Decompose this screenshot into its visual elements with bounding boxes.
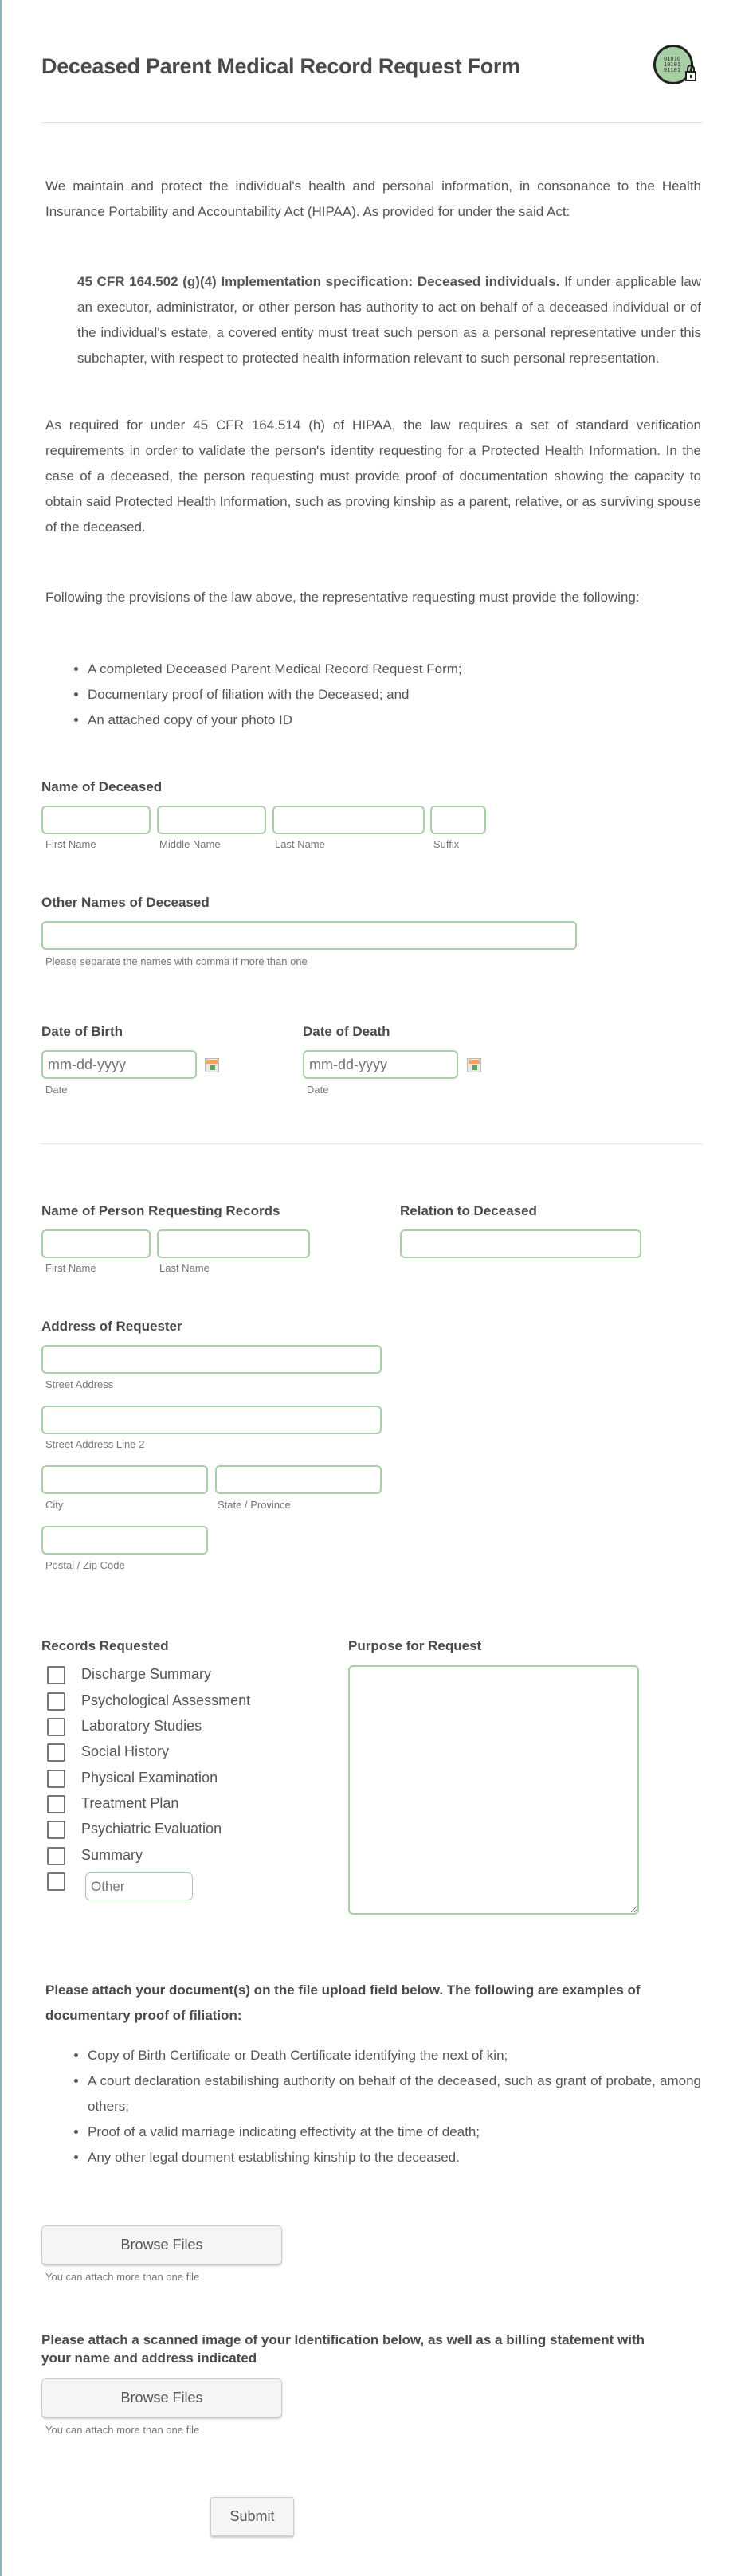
calendar-icon[interactable] — [467, 1058, 481, 1072]
zip-input[interactable] — [41, 1526, 208, 1555]
browse-files-button[interactable]: Browse Files — [41, 2378, 282, 2417]
header-divider — [41, 122, 703, 123]
suffix-sublabel: Suffix — [433, 838, 460, 850]
deceased-name-label: Name of Deceased — [41, 779, 163, 794]
hipaa-quote — [77, 269, 701, 371]
other-names-input[interactable] — [41, 921, 577, 950]
browse-files-button[interactable]: Browse Files — [41, 2225, 282, 2264]
list-item: • Documentary proof of filiation with the Deceased; and — [88, 682, 462, 708]
other-record-input[interactable] — [85, 1872, 193, 1900]
requester-first-name-input[interactable] — [41, 1229, 151, 1258]
list-item: • Any other legal doument establishing kinship to the deceased. — [88, 2145, 701, 2170]
requirements-paragraph: Following the provisions of the law above, the representative requesting must provide the following: — [45, 590, 640, 605]
relation-input[interactable] — [400, 1229, 641, 1258]
records-requested-label: Records Requested — [41, 1638, 169, 1653]
street-address-sublabel: Street Address — [45, 1378, 114, 1390]
checkbox-treatment-plan[interactable] — [47, 1795, 65, 1813]
street-address-input[interactable] — [41, 1345, 382, 1374]
submit-button[interactable]: Submit — [210, 2497, 294, 2536]
list-item: • A court declaration estabilishing authority on behalf of the deceased, such as grant of probate, among others; — [88, 2068, 701, 2119]
deceased-first-name-input[interactable] — [41, 806, 151, 834]
upload-help: You can attach more than one file — [45, 2424, 200, 2436]
other-names-help: Please separate the names with comma if more than one — [45, 955, 308, 967]
checkbox-label: Summary — [81, 1847, 143, 1863]
proof-examples-list — [73, 2043, 701, 2170]
verification-paragraph: As required for under 45 CFR 164.514 (h) of HIPAA, the law requires a set of standard verification requirements in order to validate the person's identity requesting for a Protected Health Information. In the case of a deceased, the person requesting must provide proof of documentation showing the capacity to obtain said Protected Health Information, such as proving kinship as a parent, relative, or as surviving spouse of the deceased. — [45, 418, 701, 535]
attach-id-heading: Please attach a scanned image of your Identification below, as well as a billing statement with your name and address indicated — [41, 2332, 645, 2366]
dob-label: Date of Birth — [41, 1024, 123, 1039]
purpose-label: Purpose for Request — [348, 1638, 482, 1653]
middle-name-sublabel: Middle Name — [159, 838, 221, 850]
calendar-icon[interactable] — [205, 1058, 219, 1072]
city-input[interactable] — [41, 1465, 208, 1494]
last-name-sublabel: Last Name — [159, 1262, 210, 1274]
checkbox-label: Social History — [81, 1743, 170, 1759]
checkbox-label: Physical Examination — [81, 1770, 218, 1786]
logo-text: 01010 10101 01101 — [664, 56, 681, 73]
intro-paragraph: We maintain and protect the individual's health and personal information, in consonance to the Health Insurance Portability and Accountability Act (HIPAA). As provided for under the said Act: — [45, 178, 701, 219]
checkbox-psychological-assessment[interactable] — [47, 1692, 65, 1711]
requester-name-label: Name of Person Requesting Records — [41, 1203, 280, 1218]
dod-label: Date of Death — [303, 1024, 390, 1039]
page-title: Deceased Parent Medical Record Request Form — [41, 54, 520, 78]
dob-sublabel: Date — [45, 1084, 68, 1096]
dod-sublabel: Date — [307, 1084, 329, 1096]
list-item: • An attached copy of your photo ID — [88, 708, 462, 733]
list-item: • Copy of Birth Certificate or Death Certificate identifying the next of kin; — [88, 2043, 701, 2068]
checkbox-laboratory-studies[interactable] — [47, 1718, 65, 1736]
other-names-label: Other Names of Deceased — [41, 895, 210, 910]
street-address-line2-input[interactable] — [41, 1406, 382, 1434]
requirements-list — [73, 657, 462, 733]
purpose-textarea[interactable] — [348, 1665, 639, 1915]
deceased-middle-name-input[interactable] — [157, 806, 266, 834]
lock-icon — [685, 64, 696, 81]
checkbox-label: Treatment Plan — [81, 1795, 179, 1811]
checkbox-physical-examination[interactable] — [47, 1770, 65, 1788]
last-name-sublabel: Last Name — [275, 838, 325, 850]
checkbox-other[interactable] — [47, 1872, 65, 1891]
section-divider — [41, 1143, 703, 1144]
requester-last-name-input[interactable] — [157, 1229, 310, 1258]
state-input[interactable] — [215, 1465, 382, 1494]
checkbox-social-history[interactable] — [47, 1743, 65, 1762]
list-item: • Proof of a valid marriage indicating effectivity at the time of death; — [88, 2119, 701, 2145]
first-name-sublabel: First Name — [45, 1262, 96, 1274]
checkbox-label: Laboratory Studies — [81, 1718, 202, 1734]
relation-label: Relation to Deceased — [400, 1203, 537, 1218]
attach-documents-heading: Please attach your document(s) on the file upload field below. The following are examples of documentary proof of filiation: — [45, 1982, 641, 2023]
state-sublabel: State / Province — [218, 1499, 291, 1511]
checkbox-psychiatric-evaluation[interactable] — [47, 1821, 65, 1839]
checkbox-discharge-summary[interactable] — [47, 1666, 65, 1684]
dod-input[interactable] — [303, 1050, 458, 1079]
quote-title: 45 CFR 164.502 (g)(4) Implementation specification: Deceased individuals. — [77, 274, 560, 289]
street-address-line2-sublabel: Street Address Line 2 — [45, 1438, 145, 1450]
quote-text: If under applicable law an executor, administrator, or other person has authority to act on behalf of a deceased individual or of the individual's estate, a covered entity must treat such person as a personal representative under this subchapter, with respect to protected health information relevant to such personal representation. — [77, 274, 701, 366]
dob-input[interactable] — [41, 1050, 197, 1079]
checkbox-label: Psychological Assessment — [81, 1692, 251, 1708]
first-name-sublabel: First Name — [45, 838, 96, 850]
checkbox-summary[interactable] — [47, 1847, 65, 1865]
upload-help: You can attach more than one file — [45, 2271, 200, 2283]
checkbox-label: Psychiatric Evaluation — [81, 1821, 222, 1837]
deceased-suffix-input[interactable] — [430, 806, 486, 834]
address-label: Address of Requester — [41, 1319, 182, 1334]
checkbox-label: Discharge Summary — [81, 1666, 212, 1682]
list-item: • A completed Deceased Parent Medical Record Request Form; — [88, 657, 462, 682]
deceased-last-name-input[interactable] — [272, 806, 425, 834]
zip-sublabel: Postal / Zip Code — [45, 1559, 125, 1571]
city-sublabel: City — [45, 1499, 64, 1511]
